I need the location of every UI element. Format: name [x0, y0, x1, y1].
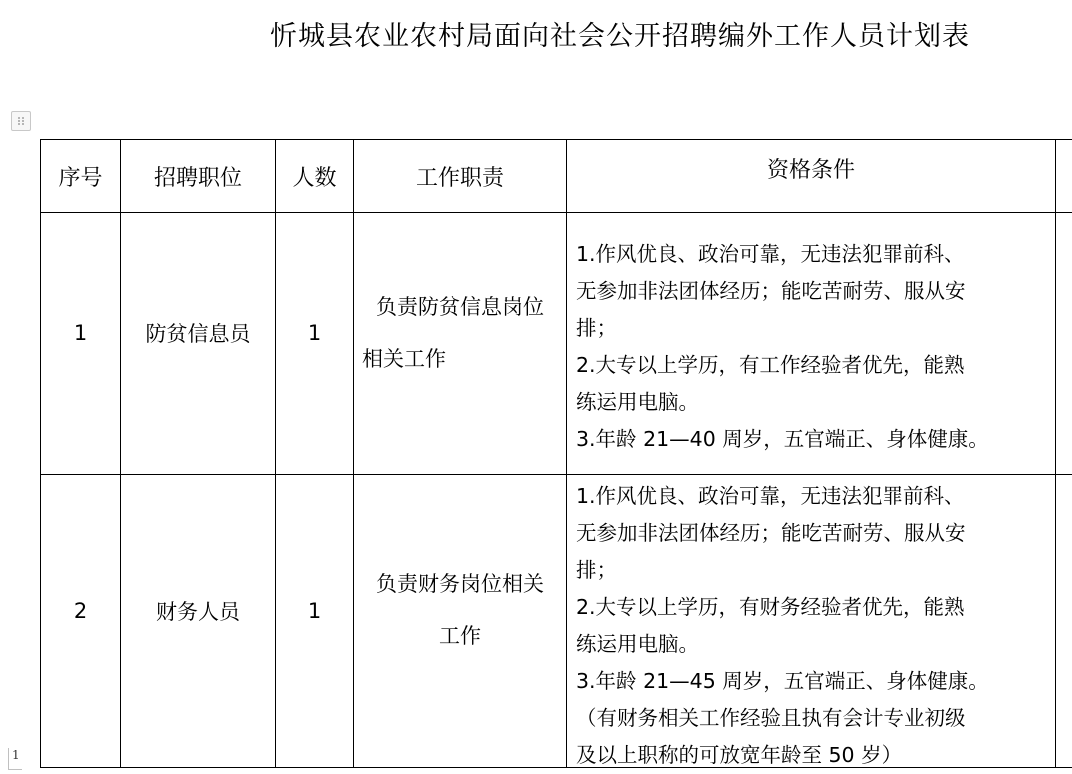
row-1-position: 防贫信息员 [145, 322, 251, 346]
requirement-line: 排； [576, 316, 617, 340]
requirement-line: 2.大专以上学历，有工作经验者优先，能熟 [576, 353, 965, 377]
requirement-line: 及以上职称的可放宽年龄至 50 岁） [576, 743, 903, 767]
row-2-position: 财务人员 [156, 600, 240, 624]
requirement-line: 练运用电脑。 [576, 632, 699, 656]
row-2-count: 1 [307, 599, 322, 623]
requirement-line: 2.大专以上学历，有财务经验者优先，能熟 [576, 595, 965, 619]
row-2-index: 2 [73, 599, 88, 623]
requirement-line: 1.作风优良、政治可靠，无违法犯罪前科、 [576, 242, 965, 266]
row-1-requirements [576, 236, 989, 458]
requirement-line: 练运用电脑。 [576, 390, 699, 414]
requirement-line: 无参加非法团体经历；能吃苦耐劳、服从安 [576, 279, 966, 303]
page-number: 1 [8, 748, 22, 770]
row-2-requirements [576, 478, 989, 774]
row-1-duties [354, 281, 566, 385]
row-1-duties-line: 相关工作 [362, 347, 446, 371]
row-2-duties-line: 负责财务岗位相关 [376, 572, 544, 596]
row-1-count: 1 [307, 321, 322, 345]
header-index: 序号 [58, 165, 103, 191]
requirement-line: 3.年龄 21—40 周岁，五官端正、身体健康。 [576, 427, 989, 451]
header-position: 招聘职位 [153, 165, 242, 191]
header-requirements: 资格条件 [766, 157, 855, 183]
page-title: 忻城县农业农村局面向社会公开招聘编外工作人员计划表 [270, 21, 970, 52]
table-move-handle[interactable] [11, 111, 31, 131]
requirement-line: 1.作风优良、政治可靠，无违法犯罪前科、 [576, 484, 965, 508]
requirement-line: 无参加非法团体经历；能吃苦耐劳、服从安 [576, 521, 966, 545]
row-1-duties-line: 负责防贫信息岗位 [376, 295, 544, 319]
header-count: 人数 [292, 165, 337, 191]
row-2-duties-line: 工作 [439, 624, 481, 648]
requirement-line: 3.年龄 21—45 周岁，五官端正、身体健康。 [576, 669, 989, 693]
requirement-line: （有财务相关工作经验且执有会计专业初级 [576, 706, 966, 730]
row-2-duties [354, 558, 566, 662]
requirement-line: 排； [576, 558, 617, 582]
header-duties: 工作职责 [415, 165, 504, 191]
row-1-index: 1 [73, 321, 88, 345]
move-icon [16, 116, 26, 126]
